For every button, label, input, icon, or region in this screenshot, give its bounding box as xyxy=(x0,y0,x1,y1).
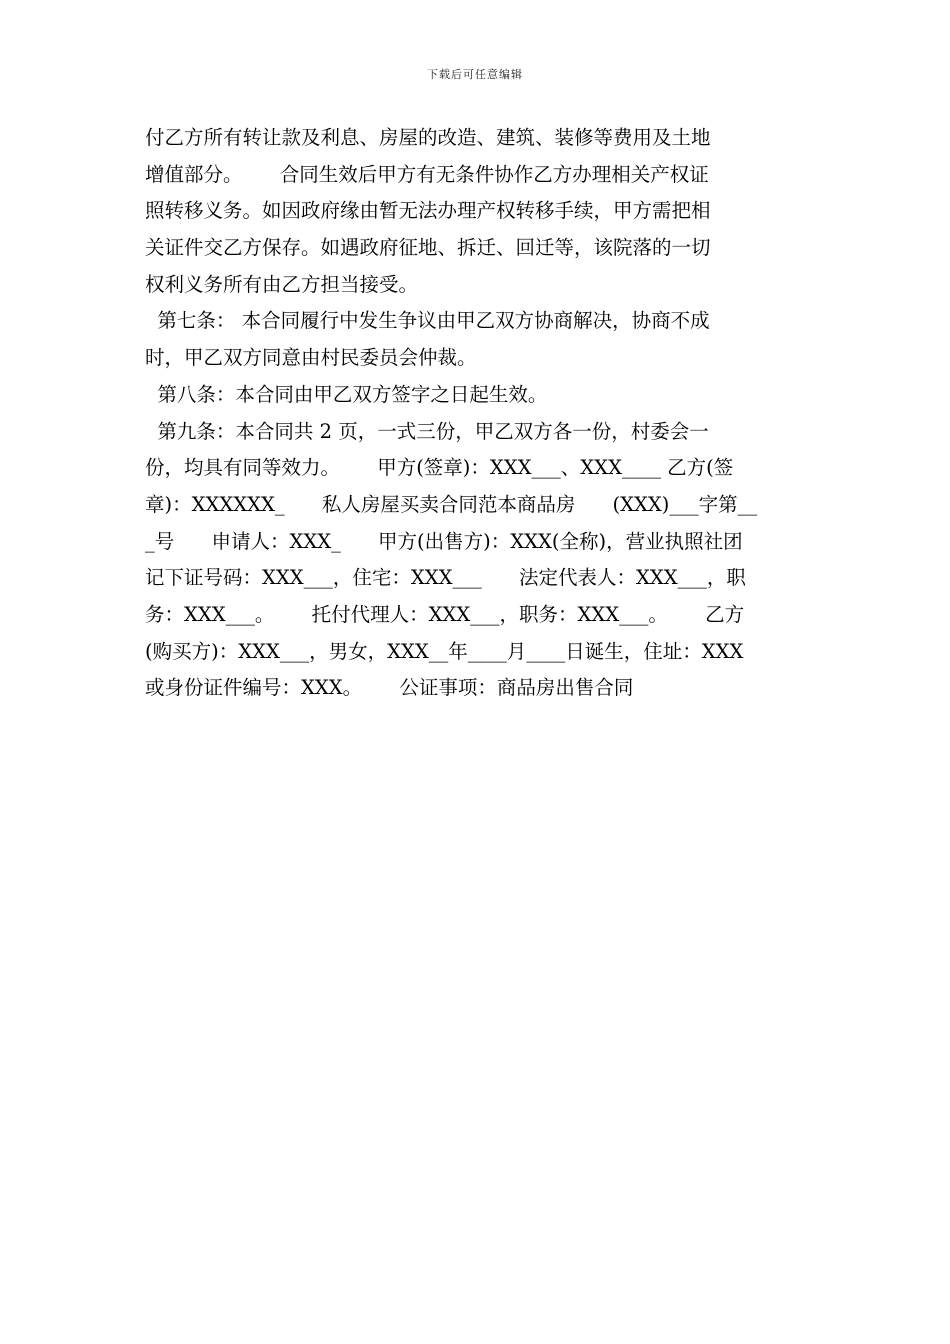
article-7-line: 第七条： 本合同履行中发生争议由甲乙双方协商解决，协商不成 xyxy=(145,309,710,333)
text-line: 关证件交乙方保存。如遇政府征地、拆迁、回迁等，该院落的一切 xyxy=(145,236,711,260)
text-line: 份，均具有同等效力。 甲方(签章)：XXX___、XXX____ 乙方(签 xyxy=(145,456,734,480)
text-line: 或身份证件编号：XXX。 公证事项：商品房出售合同 xyxy=(145,676,634,700)
text-line: 务：XXX___。 托付代理人：XXX___，职务：XXX___。 乙方 xyxy=(145,602,745,626)
text-line: 照转移义务。如因政府缘由暂无法办理产权转移手续，甲方需把相 xyxy=(145,199,711,223)
text-line: 章)：XXXXXX_ 私人房屋买卖合同范本商品房 (XXX)___字第__ xyxy=(145,492,758,516)
article-8-line: 第八条：本合同由甲乙双方签字之日起生效。 xyxy=(145,382,548,406)
text-line: 记下证号码：XXX___，住宅：XXX___ 法定代表人：XXX___，职 xyxy=(145,566,746,590)
text-line: 时，甲乙双方同意由村民委员会仲裁。 xyxy=(145,346,477,370)
document-body xyxy=(145,120,807,707)
text-line: _号 申请人：XXX_ 甲方(出售方)：XXX(全称)，营业执照社团 xyxy=(145,529,743,553)
text-line: 付乙方所有转让款及利息、房屋的改造、建筑、装修等费用及土地 xyxy=(145,126,711,149)
text-line: (购买方)：XXX___，男女，XXX__年____月____日诞生，住址：XXX xyxy=(145,639,744,663)
text-line: 增值部分。 合同生效后甲方有无条件协作乙方办理相关产权证 xyxy=(145,162,709,186)
text-line: 权利义务所有由乙方担当接受。 xyxy=(145,272,419,296)
article-9-line: 第九条：本合同共 2 页，一式三份，甲乙双方各一份，村委会一 xyxy=(145,419,709,443)
page-header: 下载后可任意编辑 xyxy=(427,68,523,81)
